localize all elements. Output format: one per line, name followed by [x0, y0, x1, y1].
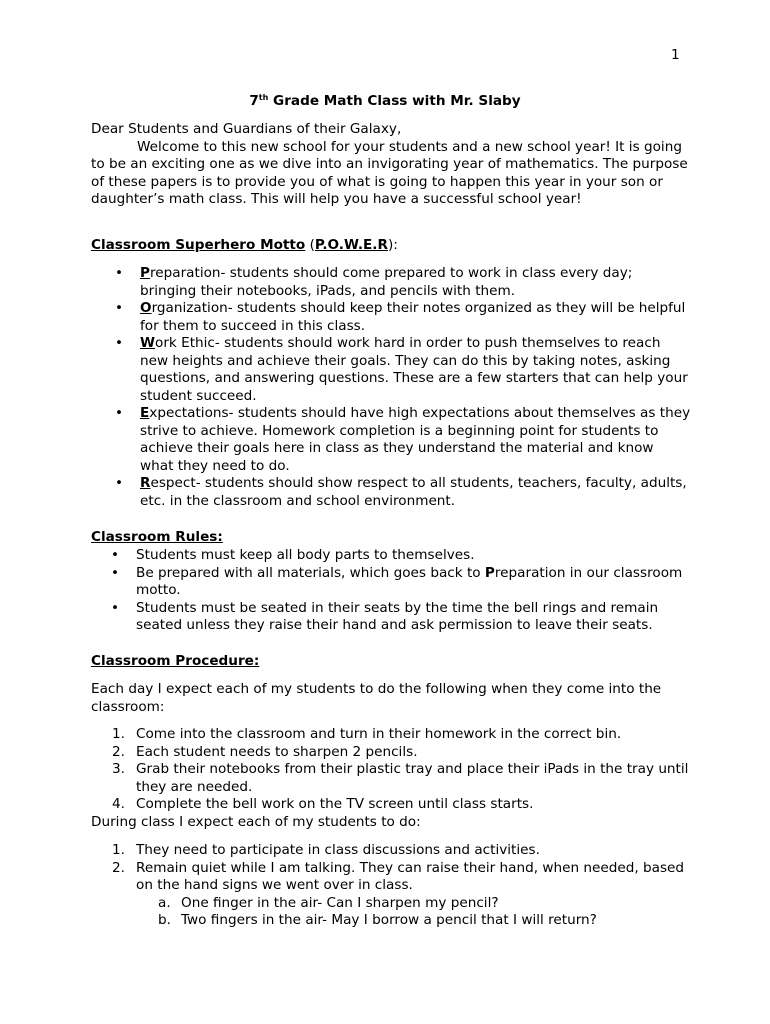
rule-item: • Students must be seated in their seats by the time the bell rings and remain seated unless they raise their hand and ask permission to leave their seats.	[91, 600, 691, 635]
page-number: 1	[671, 47, 680, 63]
page-title: 7th Grade Math Class with Mr. Slaby	[249, 93, 521, 109]
intro-paragraph: Welcome to this new school for your students and a new school year! It is going to be an exciting one as we dive into an invigorating year of mathematics. The purpose of these papers is to provide you of what is going to happen this year in your son or daughter’s math class. This will help you have a successful school year!	[91, 138, 688, 207]
motto-item-preparation: • Preparation- students should come prepared to work in class every day; bringing their notebooks, iPads, and pencils with them.	[91, 265, 691, 300]
hand-sign-item: b. Two fingers in the air- May I borrow a pencil that I will return?	[158, 912, 597, 928]
arrival-step: 1. Come into the classroom and turn in their homework in the correct bin.	[112, 726, 622, 742]
during-class-intro: During class I expect each of my students to do:	[91, 813, 421, 830]
during-class-list	[91, 842, 691, 930]
procedure-heading: Classroom Procedure:	[91, 653, 260, 669]
hand-sign-item: a. One finger in the air- Can I sharpen my pencil?	[158, 894, 499, 911]
arrival-step: 4. Complete the bell work on the TV screen until class starts.	[112, 796, 534, 812]
motto-heading: Classroom Superhero Motto (P.O.W.E.R):	[91, 237, 398, 253]
during-class-step: 2. Remain quiet while I am talking. They can raise their hand, when needed, based on the hand signs we went over in class.	[112, 859, 685, 893]
motto-item-work-ethic: • Work Ethic- students should work hard in order to push themselves to reach new heights and achieve their goals. They can do this by taking notes, asking questions, and answering questions. These are a few starters that can help your student succeed.	[91, 335, 691, 405]
rules-heading: Classroom Rules:	[91, 529, 223, 545]
motto-item-expectations: • Expectations- students should have high expectations about themselves as they strive to achieve. Homework completion is a beginning point for students to achieve their goals here in class as they understand the material and know what they need to do.	[91, 405, 691, 475]
arrival-list	[91, 726, 691, 831]
letter-intro	[91, 121, 691, 209]
motto-list	[91, 265, 691, 510]
rules-list	[91, 547, 691, 635]
motto-acronym: P.O.W.E.R	[314, 237, 388, 253]
title-superscript: th	[258, 93, 269, 102]
procedure-intro: Each day I expect each of my students to do the following when they come into the classroom:	[91, 681, 662, 715]
motto-item-respect: • Respect- students should show respect to all students, teachers, faculty, adults, etc. in the classroom and school environment.	[91, 475, 691, 510]
rule-item: • Students must keep all body parts to themselves.	[91, 547, 691, 565]
salutation: Dear Students and Guardians of their Galaxy,	[91, 121, 402, 137]
arrival-step: 2. Each student needs to sharpen 2 pencils.	[112, 743, 418, 760]
during-class-step: 1. They need to participate in class discussions and activities.	[112, 842, 540, 858]
motto-item-organization: • Organization- students should keep their notes organized as they will be helpful for them to succeed in this class.	[91, 300, 691, 335]
rule-item: • Be prepared with all materials, which goes back to Preparation in our classroom motto.	[91, 565, 691, 600]
arrival-step: 3. Grab their notebooks from their plastic tray and place their iPads in the tray until they are needed.	[112, 761, 689, 795]
